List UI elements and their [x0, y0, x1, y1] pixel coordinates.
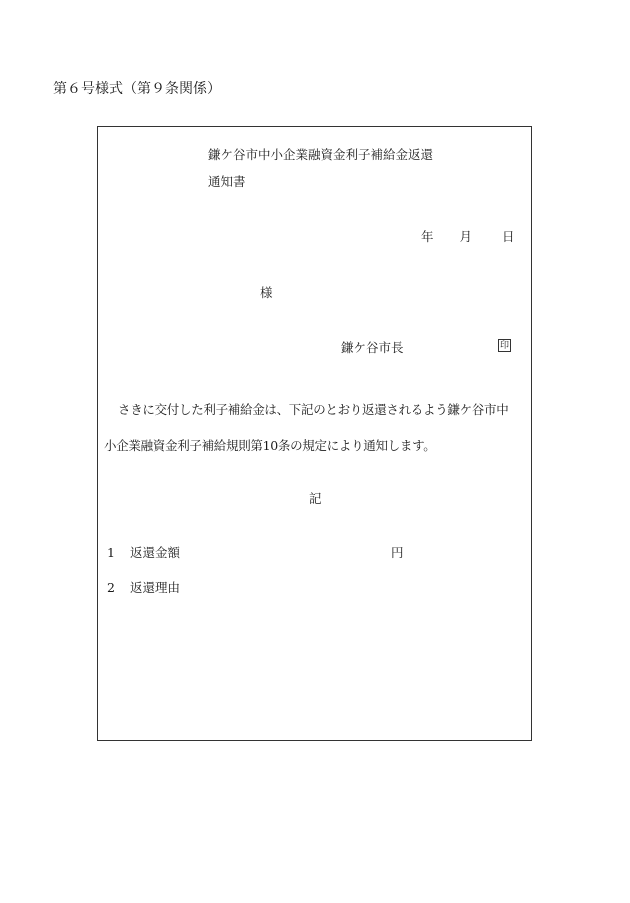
body-text-line2: 小企業融資金利子補給規則第10条の規定により通知します。 — [104, 438, 436, 453]
notice-title-line1: 鎌ケ谷市中小企業融資金利子補給金返還 — [208, 147, 434, 162]
seal-mark: 印 — [499, 341, 509, 351]
item-unit-yen: 円 — [391, 545, 404, 560]
addressee-suffix: 様 — [260, 285, 273, 300]
body-text-line1: さきに交付した利子補給金は、下記のとおり返還されるよう鎌ケ谷市中 — [118, 402, 509, 417]
item-label-return-reason: 返還理由 — [130, 580, 181, 595]
item-label-return-amount: 返還金額 — [130, 545, 181, 560]
notice-form-frame — [97, 126, 532, 741]
day-label: 日 — [502, 229, 515, 244]
form-number-label: 第６号様式（第９条関係） — [53, 81, 221, 97]
item-number: 2 — [107, 580, 115, 595]
date-line — [421, 229, 515, 245]
month-label: 月 — [459, 229, 473, 244]
notice-title-line2: 通知書 — [208, 174, 246, 189]
year-label: 年 — [421, 229, 434, 244]
sender-name: 鎌ケ谷市長 — [341, 340, 404, 355]
item-number: 1 — [107, 545, 115, 560]
ki-heading: 記 — [309, 491, 322, 506]
